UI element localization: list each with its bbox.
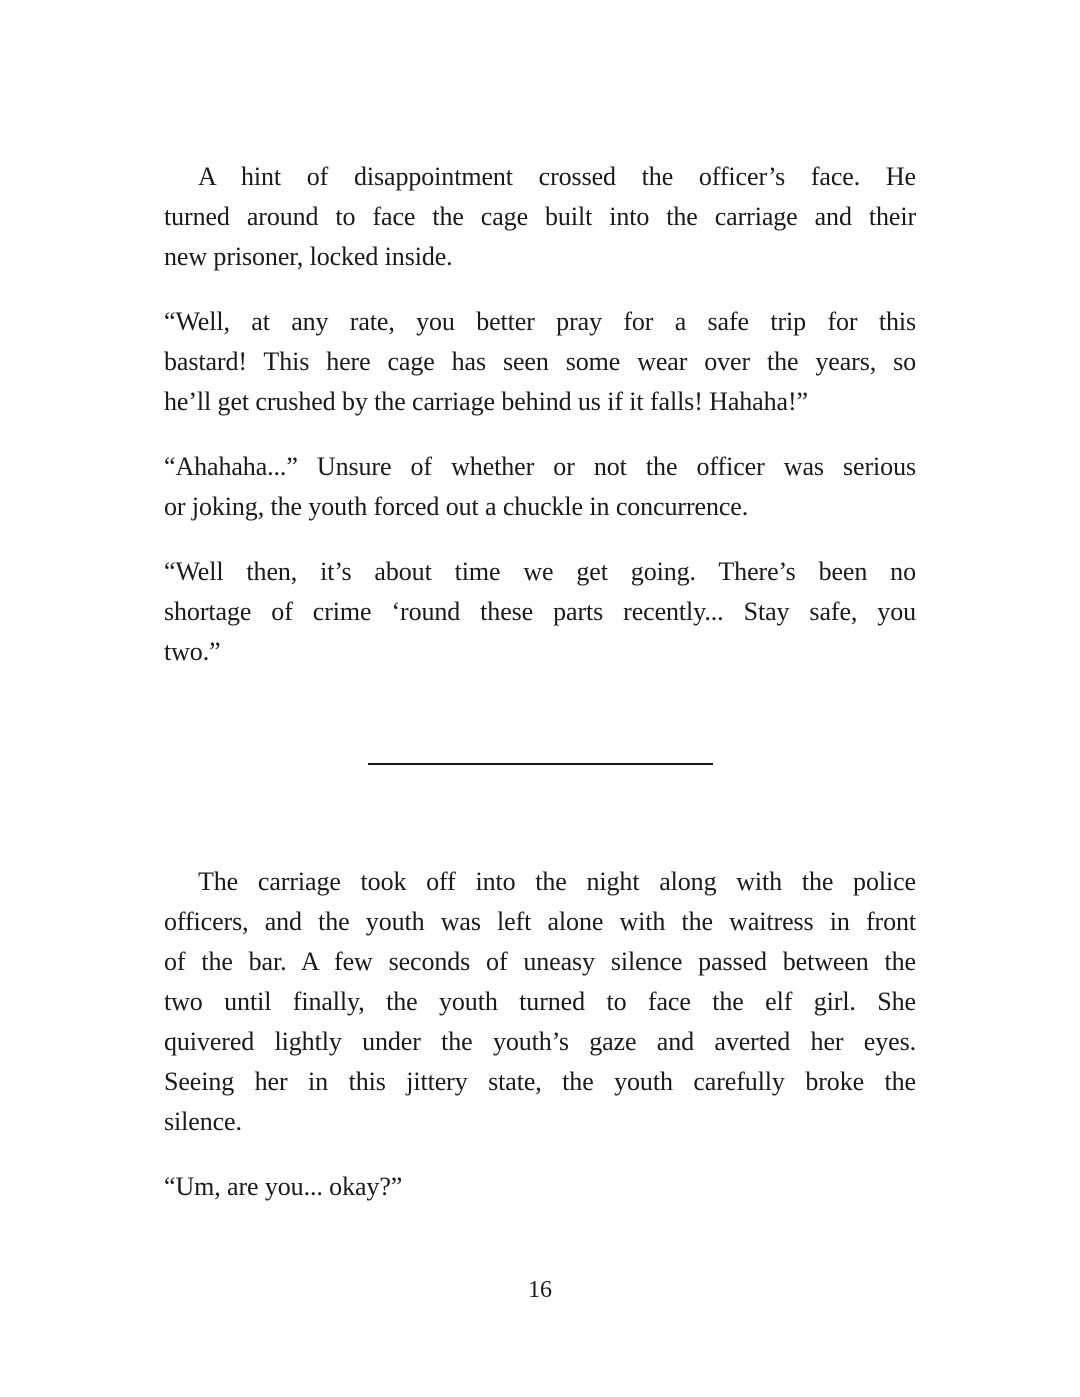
text-line: The carriage took off into the night along with the police: [198, 867, 916, 896]
text-line: or joking, the youth forced out a chuckle in concurrence.: [164, 492, 749, 521]
text-line: shortage of crime ‘round these parts recently... Stay safe, you: [164, 597, 916, 626]
text-line: of the bar. A few seconds of uneasy silence passed between the: [164, 947, 916, 976]
page-text: [164, 157, 916, 1310]
text-line: turned around to face the cage built into the carriage and their: [164, 202, 916, 231]
paragraph: [164, 552, 916, 672]
paragraph: [164, 157, 916, 277]
paragraph: [164, 862, 916, 1142]
text-line: A hint of disappointment crossed the officer’s face. He: [198, 162, 916, 191]
text-line: two until finally, the youth turned to face the elf girl. She: [164, 987, 916, 1016]
text-line: two.”: [164, 637, 221, 666]
text-line: new prisoner, locked inside.: [164, 242, 453, 271]
text-line: Seeing her in this jittery state, the youth carefully broke the: [164, 1067, 916, 1096]
text-line: “Well, at any rate, you better pray for a safe trip for this: [164, 307, 916, 336]
text-line: “Ahahaha...” Unsure of whether or not the officer was serious: [164, 452, 916, 481]
text-line: “Um, are you... okay?”: [164, 1172, 403, 1201]
paragraph: [164, 1167, 916, 1207]
paragraph: [164, 302, 916, 422]
text-line: bastard! This here cage has seen some wear over the years, so: [164, 347, 916, 376]
text-line: “Well then, it’s about time we get going. There’s been no: [164, 557, 916, 586]
section-divider: [368, 763, 713, 765]
page-number: 16: [528, 1277, 552, 1303]
text-line: officers, and the youth was left alone with the waitress in front: [164, 907, 916, 936]
paragraph: [164, 447, 916, 527]
text-line: he’ll get crushed by the carriage behind us if it falls! Hahaha!”: [164, 387, 808, 416]
text-line: silence.: [164, 1107, 242, 1136]
text-line: quivered lightly under the youth’s gaze and averted her eyes.: [164, 1027, 916, 1056]
